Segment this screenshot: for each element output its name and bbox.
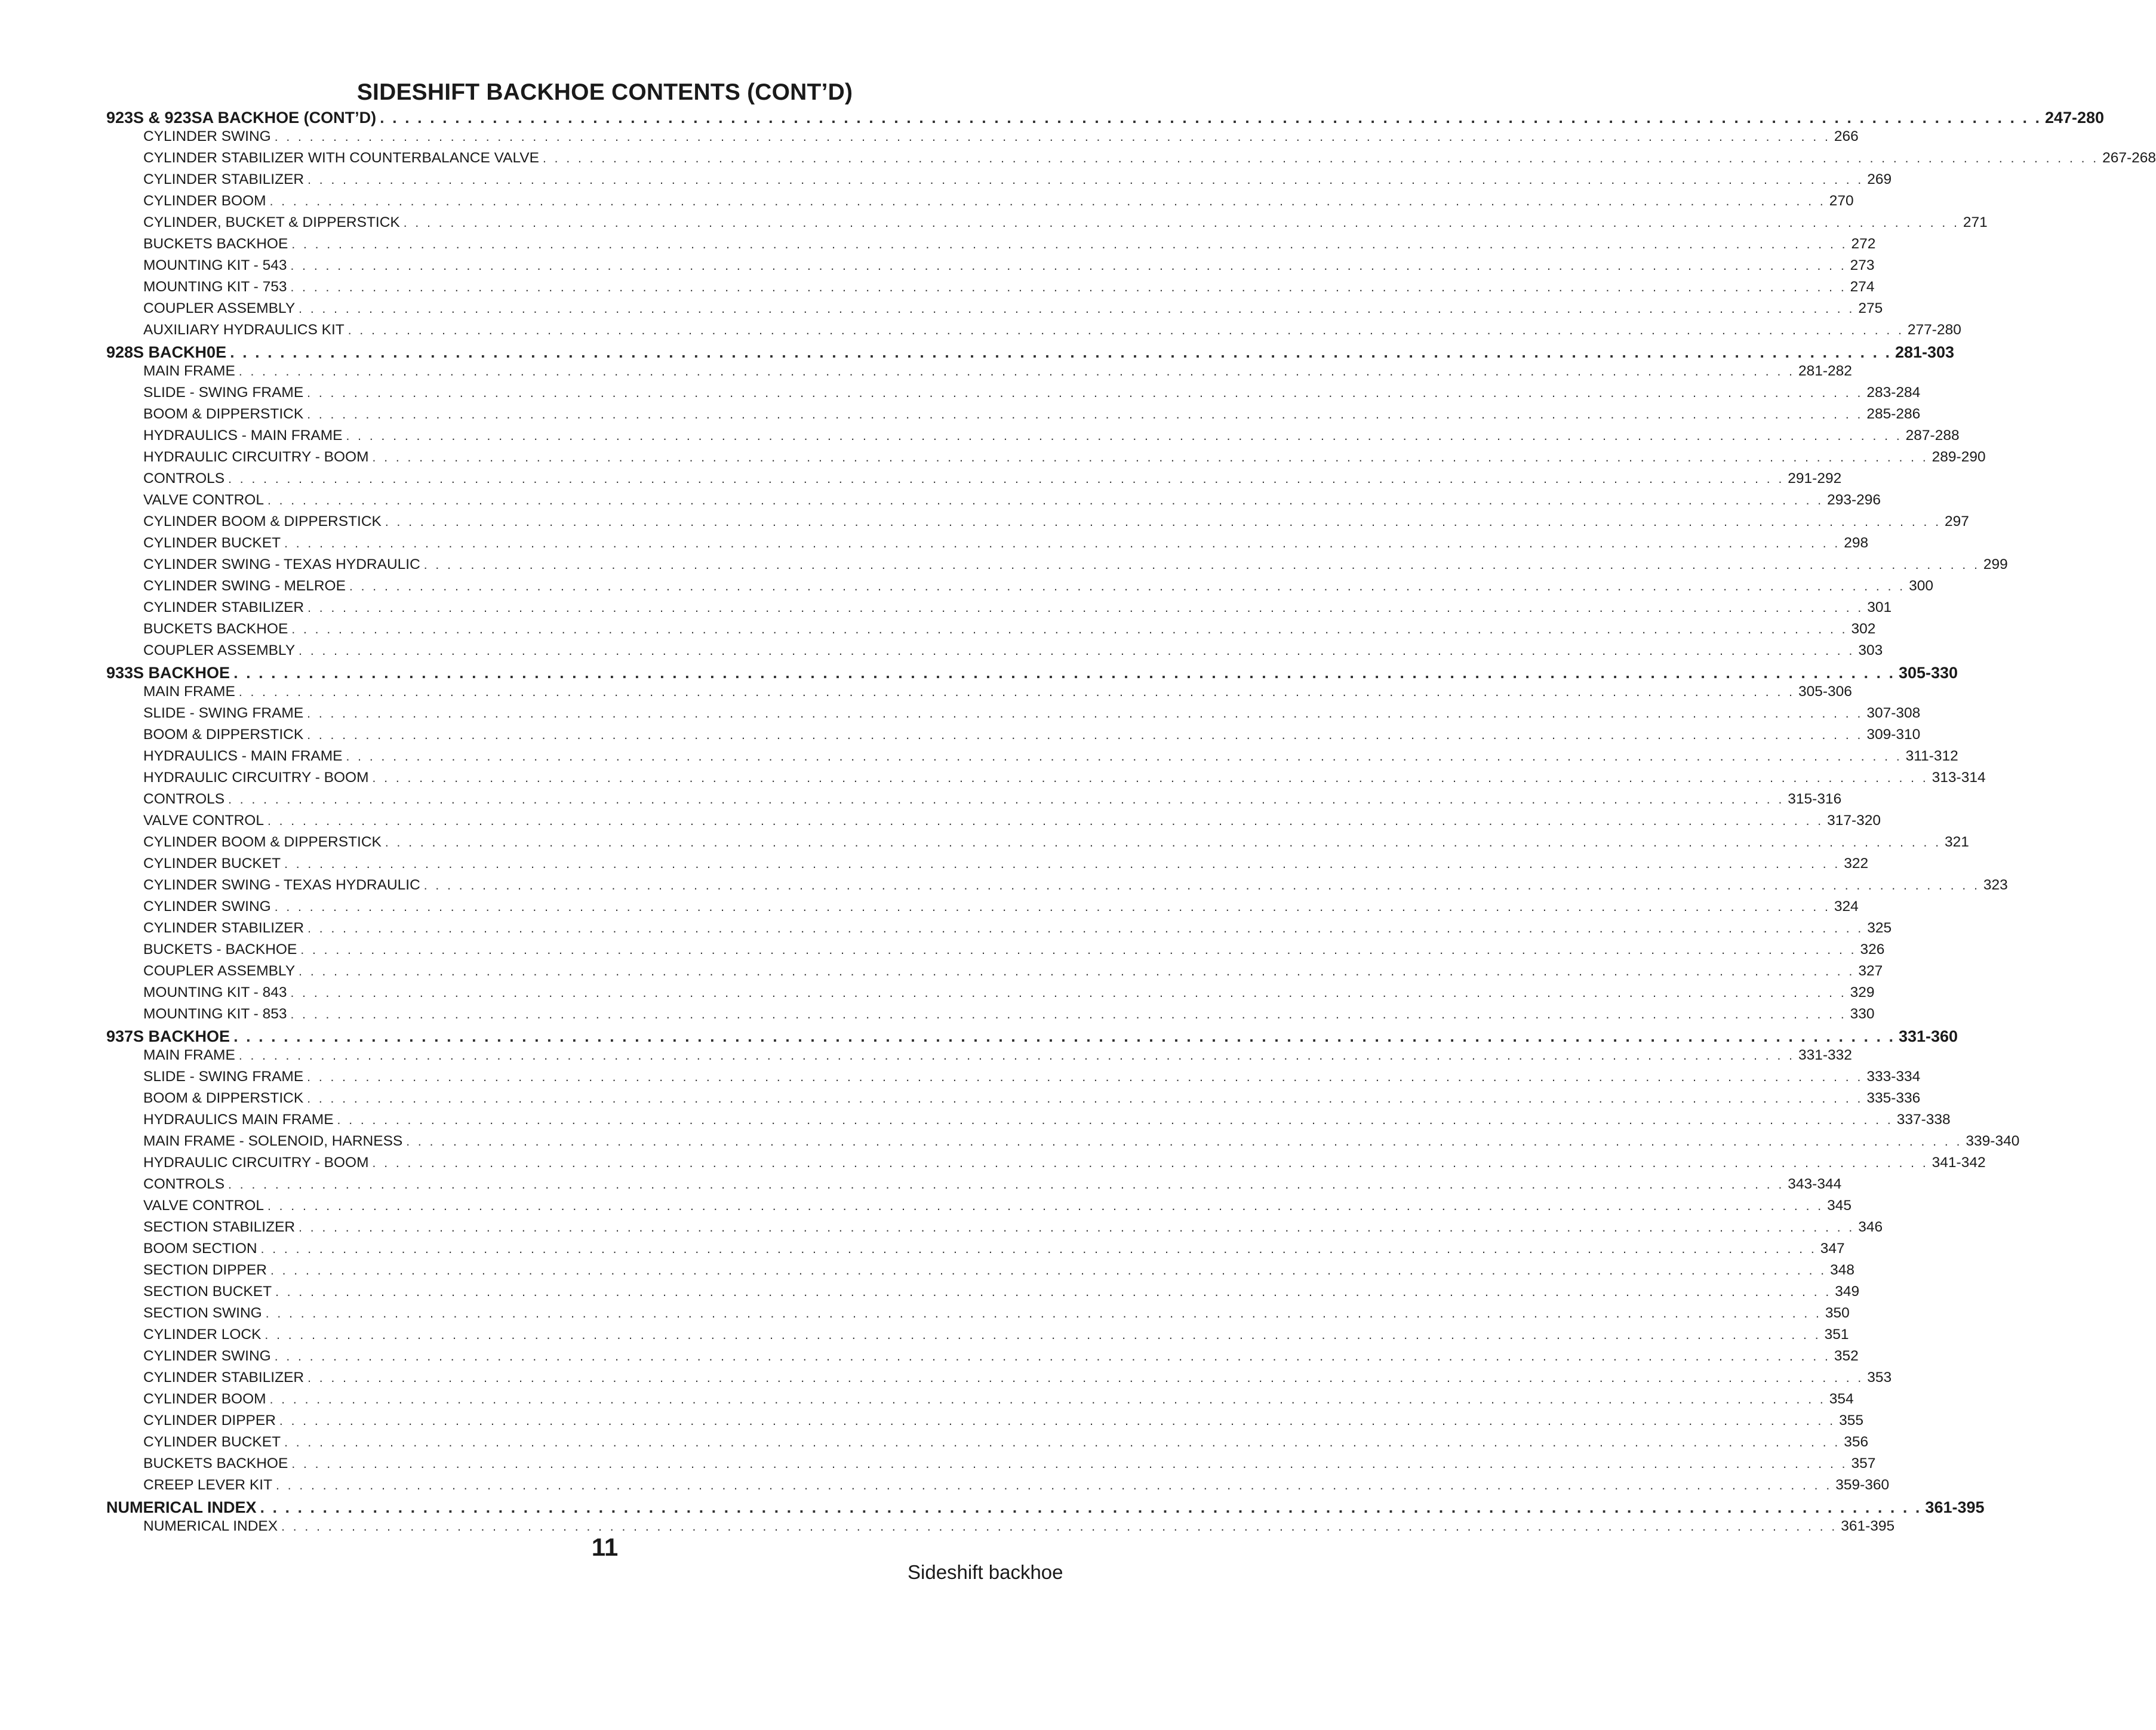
toc-entry — [106, 1112, 1951, 1133]
toc-section-heading — [106, 109, 2105, 128]
toc-entry-label: VALVE CONTROL — [143, 812, 264, 829]
toc-entry-pages: 321 — [1945, 834, 1969, 850]
toc-entry-label: CYLINDER LOCK — [143, 1326, 262, 1343]
toc-entry — [106, 236, 1876, 257]
toc-entry-label: MAIN FRAME — [143, 363, 235, 379]
toc-section-heading-pages: 331-360 — [1898, 1027, 1958, 1045]
dot-leader: . . . . . . . . . . . . . . . . . . . . . . . . . . . . . . . . . . . . . . . . . . . . . . . . . . . . . . . . . . . . . . . . . . . . . . . . . . . . . . . . . . . . . . . . . . . . . . . . . . . . . . . . . . . . . . . . . . . . . . . . . . . . . . . . . . . . . — [307, 173, 1864, 187]
toc-entry-pages: 335-336 — [1866, 1090, 1921, 1106]
toc-entry — [106, 1069, 1921, 1090]
dot-leader: . . . . . . . . . . . . . . . . . . . . . . . . . . . . . . . . . . . . . . . . . . . . . . . . . . . . . . . . . . . . . . . . . . . . . . . . . . . . . . . . . . . . . . . . . . . . . . . . . . . . . . . . . . . . . . . . . . . . . . . . . . . . . . . . . . . . . — [307, 707, 1863, 721]
toc-entry-label: CYLINDER SWING — [143, 128, 271, 144]
dot-leader: . . . . . . . . . . . . . . . . . . . . . . . . . . . . . . . . . . . . . . . . . . . . . . . . . . . . . . . . . . . . . . . . . . . . . . . . . . . . . . . . . . . . . . . . . . . . . . . . . . . . . . . . . . . . . . . . . . . . . . . . . . . . . . . . . . . . . — [307, 408, 1863, 421]
toc-entry — [106, 513, 1969, 535]
toc-entry-label: MOUNTING KIT - 843 — [143, 984, 287, 1001]
toc-entry — [106, 535, 1869, 556]
toc-entry-pages: 301 — [1867, 599, 1892, 615]
toc-entry-label: BOOM & DIPPERSTICK — [143, 406, 304, 422]
dot-leader: . . . . . . . . . . . . . . . . . . . . . . . . . . . . . . . . . . . . . . . . . . . . . . . . . . . . . . . . . . . . . . . . . . . . . . . . . . . . . . . . . . . . . . . . . . . . . . . . . . . . . . . . . . . . . . . . . . . . . . . . . . . . . . . . . . . . . — [542, 152, 2099, 165]
toc-entry-label: SECTION STABILIZER — [143, 1219, 296, 1235]
toc-entry-pages: 333-334 — [1866, 1069, 1921, 1085]
toc-entry — [106, 300, 1883, 322]
toc-entry — [106, 727, 1921, 748]
toc-entry — [106, 1369, 1892, 1391]
toc-entry — [106, 1047, 1852, 1069]
dot-leader: . . . . . . . . . . . . . . . . . . . . . . . . . . . . . . . . . . . . . . . . . . . . . . . . . . . . . . . . . . . . . . . . . . . . . . . . . . . . . . . . . . . . . . . . . . . . . . . . . . . . . . . . . . . . . . . . . . . . . . . . . . . . . . . . . . . . . — [403, 216, 1960, 230]
dot-leader: . . . . . . . . . . . . . . . . . . . . . . . . . . . . . . . . . . . . . . . . . . . . . . . . . . . . . . . . . . . . . . . . . . . . . . . . . . . . . . . . . . . . . . . . . . . . . . . . . . . . . . . . . . . . . . . . . . . . . . . . . . . . . . . . . . . . . — [276, 1479, 1832, 1492]
toc-entry-label: CYLINDER BOOM & DIPPERSTICK — [143, 513, 382, 530]
toc-entry-pages: 324 — [1834, 898, 1859, 915]
toc-entry-pages: 331-332 — [1798, 1047, 1852, 1063]
toc-entry-pages: 329 — [1850, 984, 1875, 1001]
dot-leader: . . . . . . . . . . . . . . . . . . . . . . . . . . . . . . . . . . . . . . . . . . . . . . . . . . . . . . . . . . . . . . . . . . . . . . . . . . . . . . . . . . . . . . . . . . . . . . . . . . . . . . . . . . . . . . . . . . . . . . . . . . . . . . . . . . . . . — [372, 771, 1929, 785]
dot-leader: . . . . . . . . . . . . . . . . . . . . . . . . . . . . . . . . . . . . . . . . . . . . . . . . . . . . . . . . . . . . . . . . . . . . . . . . . . . . . . . . . . . . . . . . . . . . . . . . . . . . . . . . . . . . . . . . . . . . . . . . . . . . . . . . . . . . . — [267, 494, 1824, 507]
toc-entry-pages: 325 — [1867, 920, 1892, 936]
dot-leader: . . . . . . . . . . . . . . . . . . . . . . . . . . . . . . . . . . . . . . . . . . . . . . . . . . . . . . . . . . . . . . . . . . . . . . . . . . . . . . . . . . . . . . . . . . . . . . . . . . . . . . . . . . . . . . . . . . . . . . . . . . . . . . . . . . . . . — [307, 1092, 1863, 1106]
toc-entry-label: BUCKETS BACKHOE — [143, 1455, 288, 1472]
toc-entry-label: CYLINDER STABILIZER — [143, 920, 305, 936]
toc-entry — [106, 1283, 1860, 1305]
toc-section-heading — [106, 343, 1955, 363]
toc-entry-label: BOOM & DIPPERSTICK — [143, 727, 304, 743]
dot-leader: . . . . . . . . . . . . . . . . . . . . . . . . . . . . . . . . . . . . . . . . . . . . . . . . . . . . . . . . . . . . . . . . . . . . . . . . . . . . . . . . . . . . . . . . . . . . . . . . . . . . . . . . . . . . . . . . . . . . . . . . . . . . . . . . . . . . . — [347, 324, 1904, 337]
toc-entry — [106, 257, 1875, 279]
toc-entry-pages: 345 — [1827, 1198, 1851, 1214]
toc-entry — [106, 1348, 1859, 1369]
dot-leader: . . . . . . . . . . . . . . . . . . . . . . . . . . . . . . . . . . . . . . . . . . . . . . . . . . . . . . . . . . . . . . . . . . . . . . . . . . . . . . . . . . . . . . . . . . . . . . . . . . . . . . . . . . . . . . . . . . . . . . . . . . . . . . . . . . . . . — [372, 1156, 1929, 1170]
toc-entry — [106, 642, 1883, 664]
toc-entry-label: HYDRAULIC CIRCUITRY - BOOM — [143, 449, 369, 465]
toc-entry-label: MOUNTING KIT - 853 — [143, 1006, 287, 1022]
toc-entry — [106, 963, 1883, 984]
toc-entry — [106, 1198, 1851, 1219]
dot-leader: . . . . . . . . . . . . . . . . . . . . . . . . . . . . . . . . . . . . . . . . . . . . . . . . . . . . . . . . . . . . . . . . . . . . . . . . . . . . . . . . . . . . . . . . . . . . . . . . . . . . . . . . . . . . . . . . . . . . . . . . . . . . . . . . . . . . . — [346, 750, 1902, 764]
toc-entry-label: NUMERICAL INDEX — [143, 1518, 278, 1534]
toc-entry-pages: 269 — [1867, 171, 1892, 187]
toc-entry — [106, 384, 1921, 406]
toc-entry-label: CYLINDER BOOM & DIPPERSTICK — [143, 834, 382, 850]
dot-leader: . . . . . . . . . . . . . . . . . . . . . . . . . . . . . . . . . . . . . . . . . . . . . . . . . . . . . . . . . . . . . . . . . . . . . . . . . . . . . . . . . . . . . . . . . . . . . . . . . . . . . . . . . . . . . . . . . . . . . . . . . . . . . . . . . . . . . — [337, 1113, 1893, 1127]
toc-entry-pages: 326 — [1860, 941, 1885, 958]
toc-entry-label: CYLINDER SWING — [143, 898, 271, 915]
toc-entry-label: BUCKETS BACKHOE — [143, 621, 288, 637]
dot-leader: . . . . . . . . . . . . . . . . . . . . . . . . . . . . . . . . . . . . . . . . . . . . . . . . . . . . . . . . . . . . . . . . . . . . . . . . . . . . . . . . . . . . . . . . . . . . . . . . . . . . . . . . . . . . . . . . . . . . . . . . . . . . . . . . . . . . . — [238, 365, 1795, 378]
toc-entry — [106, 1155, 1986, 1176]
dot-leader: . . . . . . . . . . . . . . . . . . . . . . . . . . . . . . . . . . . . . . . . . . . . . . . . . . . . . . . . . . . . . . . . . . . . . . . . . . . . . . . . . . . . . . . . . . . . . . . . . . . . . . . . . . . . . . . . . . . . . . . . . . . . . . . . . . . . . — [307, 386, 1863, 400]
dot-leader: . . . . . . . . . . . . . . . . . . . . . . . . . . . . . . . . . . . . . . . . . . . . . . . . . . . . . . . . . . . . . . . . . . . . . . . . . . . . . . . . . . . . . . . . . . . . . . . . . . . . . . . . . . . . . . . . . . . . . . . . . . . . . . . . . . . . . — [230, 343, 1892, 361]
toc-entry — [106, 1391, 1854, 1412]
dot-leader: . . . . . . . . . . . . . . . . . . . . . . . . . . . . . . . . . . . . . . . . . . . . . . . . . . . . . . . . . . . . . . . . . . . . . . . . . . . . . . . . . . . . . . . . . . . . . . . . . . . . . . . . . . . . . . . . . . . . . . . . . . . . . . . . . . . . . — [270, 1264, 1827, 1278]
dot-leader: . . . . . . . . . . . . . . . . . . . . . . . . . . . . . . . . . . . . . . . . . . . . . . . . . . . . . . . . . . . . . . . . . . . . . . . . . . . . . . . . . . . . . . . . . . . . . . . . . . . . . . . . . . . . . . . . . . . . . . . . . . . . . . . . . . . . . — [267, 1199, 1824, 1213]
dot-leader: . . . . . . . . . . . . . . . . . . . . . . . . . . . . . . . . . . . . . . . . . . . . . . . . . . . . . . . . . . . . . . . . . . . . . . . . . . . . . . . . . . . . . . . . . . . . . . . . . . . . . . . . . . . . . . . . . . . . . . . . . . . . . . . . . . . . . — [346, 429, 1902, 443]
toc-entry-label: SLIDE - SWING FRAME — [143, 1069, 304, 1085]
dot-leader: . . . . . . . . . . . . . . . . . . . . . . . . . . . . . . . . . . . . . . . . . . . . . . . . . . . . . . . . . . . . . . . . . . . . . . . . . . . . . . . . . . . . . . . . . . . . . . . . . . . . . . . . . . . . . . . . . . . . . . . . . . . . . . . . . . . . . — [238, 685, 1795, 699]
toc-entry — [106, 1133, 2020, 1155]
dot-leader: . . . . . . . . . . . . . . . . . . . . . . . . . . . . . . . . . . . . . . . . . . . . . . . . . . . . . . . . . . . . . . . . . . . . . . . . . . . . . . . . . . . . . . . . . . . . . . . . . . . . . . . . . . . . . . . . . . . . . . . . . . . . . . . . . . . . . — [274, 130, 1831, 144]
toc-section-heading-label: 937S BACKHOE — [106, 1027, 230, 1045]
toc-entry-label: CYLINDER BUCKET — [143, 855, 281, 872]
toc-entry-label: MAIN FRAME — [143, 684, 235, 700]
toc-entry-pages: 357 — [1851, 1455, 1876, 1472]
dot-leader: . . . . . . . . . . . . . . . . . . . . . . . . . . . . . . . . . . . . . . . . . . . . . . . . . . . . . . . . . . . . . . . . . . . . . . . . . . . . . . . . . . . . . . . . . . . . . . . . . . . . . . . . . . . . . . . . . . . . . . . . . . . . . . . . . . . . . — [406, 1135, 1963, 1149]
toc-entry-label: CYLINDER STABILIZER — [143, 1369, 305, 1386]
toc-entry-pages: 330 — [1850, 1006, 1875, 1022]
toc-entry — [106, 150, 2156, 171]
toc-entry — [106, 1305, 1850, 1326]
toc-entry-pages: 337-338 — [1896, 1112, 1951, 1128]
toc-entry-pages: 317-320 — [1827, 812, 1881, 829]
dot-leader: . . . . . . . . . . . . . . . . . . . . . . . . . . . . . . . . . . . . . . . . . . . . . . . . . . . . . . . . . . . . . . . . . . . . . . . . . . . . . . . . . . . . . . . . . . . . . . . . . . . . . . . . . . . . . . . . . . . . . . . . . . . . . . . . . . . . . — [228, 472, 1785, 486]
toc-entry-label: HYDRAULIC CIRCUITRY - BOOM — [143, 769, 369, 786]
toc-entry-label: CONTROLS — [143, 470, 225, 487]
toc-entry — [106, 1176, 1842, 1198]
toc-entry — [106, 834, 1969, 855]
toc-entry — [106, 855, 1869, 877]
toc-entry-label: MOUNTING KIT - 543 — [143, 257, 287, 273]
dot-leader: . . . . . . . . . . . . . . . . . . . . . . . . . . . . . . . . . . . . . . . . . . . . . . . . . . . . . . . . . . . . . . . . . . . . . . . . . . . . . . . . . . . . . . . . . . . . . . . . . . . . . . . . . . . . . . . . . . . . . . . . . . . . . . . . . . . . . — [291, 238, 1848, 251]
dot-leader: . . . . . . . . . . . . . . . . . . . . . . . . . . . . . . . . . . . . . . . . . . . . . . . . . . . . . . . . . . . . . . . . . . . . . . . . . . . . . . . . . . . . . . . . . . . . . . . . . . . . . . . . . . . . . . . . . . . . . . . . . . . . . . . . . . . . . — [372, 451, 1929, 464]
dot-leader: . . . . . . . . . . . . . . . . . . . . . . . . . . . . . . . . . . . . . . . . . . . . . . . . . . . . . . . . . . . . . . . . . . . . . . . . . . . . . . . . . . . . . . . . . . . . . . . . . . . . . . . . . . . . . . . . . . . . . . . . . . . . . . . . . . . . . — [423, 879, 1980, 892]
dot-leader: . . . . . . . . . . . . . . . . . . . . . . . . . . . . . . . . . . . . . . . . . . . . . . . . . . . . . . . . . . . . . . . . . . . . . . . . . . . . . . . . . . . . . . . . . . . . . . . . . . . . . . . . . . . . . . . . . . . . . . . . . . . . . . . . . . . . . — [299, 644, 1855, 658]
toc-entry-pages: 298 — [1844, 535, 1869, 551]
toc-entry-pages: 302 — [1851, 621, 1876, 637]
toc-entry-label: SLIDE - SWING FRAME — [143, 384, 304, 401]
dot-leader: . . . . . . . . . . . . . . . . . . . . . . . . . . . . . . . . . . . . . . . . . . . . . . . . . . . . . . . . . . . . . . . . . . . . . . . . . . . . . . . . . . . . . . . . . . . . . . . . . . . . . . . . . . . . . . . . . . . . . . . . . . . . . . . . . . . . . — [290, 259, 1847, 273]
toc-entry-label: HYDRAULICS MAIN FRAME — [143, 1112, 334, 1128]
dot-leader: . . . . . . . . . . . . . . . . . . . . . . . . . . . . . . . . . . . . . . . . . . . . . . . . . . . . . . . . . . . . . . . . . . . . . . . . . . . . . . . . . . . . . . . . . . . . . . . . . . . . . . . . . . . . . . . . . . . . . . . . . . . . . . . . . . . . . — [300, 943, 1857, 957]
dot-leader: . . . . . . . . . . . . . . . . . . . . . . . . . . . . . . . . . . . . . . . . . . . . . . . . . . . . . . . . . . . . . . . . . . . . . . . . . . . . . . . . . . . . . . . . . . . . . . . . . . . . . . . . . . . . . . . . . . . . . . . . . . . . . . . . . . . . . — [264, 1328, 1821, 1342]
toc-entry — [106, 427, 1960, 449]
dot-leader: . . . . . . . . . . . . . . . . . . . . . . . . . . . . . . . . . . . . . . . . . . . . . . . . . . . . . . . . . . . . . . . . . . . . . . . . . . . . . . . . . . . . . . . . . . . . . . . . . . . . . . . . . . . . . . . . . . . . . . . . . . . . . . . . . . . . . — [269, 1393, 1826, 1406]
toc-entry-pages: 356 — [1844, 1434, 1869, 1450]
toc-entry — [106, 171, 1892, 193]
toc-entry — [106, 1262, 1854, 1283]
toc-entry-pages: 353 — [1867, 1369, 1892, 1386]
dot-leader: . . . . . . . . . . . . . . . . . . . . . . . . . . . . . . . . . . . . . . . . . . . . . . . . . . . . . . . . . . . . . . . . . . . . . . . . . . . . . . . . . . . . . . . . . . . . . . . . . . . . . . . . . . . . . . . . . . . . . . . . . . . . . . . . . . . . . — [385, 515, 1942, 529]
toc-entry-label: CYLINDER, BUCKET & DIPPERSTICK — [143, 214, 400, 230]
toc-section-heading-pages: 305-330 — [1898, 664, 1958, 682]
dot-leader: . . . . . . . . . . . . . . . . . . . . . . . . . . . . . . . . . . . . . . . . . . . . . . . . . . . . . . . . . . . . . . . . . . . . . . . . . . . . . . . . . . . . . . . . . . . . . . . . . . . . . . . . . . . . . . . . . . . . . . . . . . . . . . . . . . . . . — [299, 302, 1855, 316]
toc-entry-pages: 270 — [1829, 193, 1854, 209]
dot-leader: . . . . . . . . . . . . . . . . . . . . . . . . . . . . . . . . . . . . . . . . . . . . . . . . . . . . . . . . . . . . . . . . . . . . . . . . . . . . . . . . . . . . . . . . . . . . . . . . . . . . . . . . . . . . . . . . . . . . . . . . . . . . . . . . . . . . . — [228, 793, 1785, 806]
dot-leader: . . . . . . . . . . . . . . . . . . . . . . . . . . . . . . . . . . . . . . . . . . . . . . . . . . . . . . . . . . . . . . . . . . . . . . . . . . . . . . . . . . . . . . . . . . . . . . . . . . . . . . . . . . . . . . . . . . . . . . . . . . . . . . . . . . . . . — [269, 195, 1826, 208]
toc-entry — [106, 791, 1842, 812]
toc-entry-label: CONTROLS — [143, 1176, 225, 1192]
dot-leader: . . . . . . . . . . . . . . . . . . . . . . . . . . . . . . . . . . . . . . . . . . . . . . . . . . . . . . . . . . . . . . . . . . . . . . . . . . . . . . . . . . . . . . . . . . . . . . . . . . . . . . . . . . . . . . . . . . . . . . . . . . . . . . . . . . . . . — [267, 814, 1824, 828]
dot-leader: . . . . . . . . . . . . . . . . . . . . . . . . . . . . . . . . . . . . . . . . . . . . . . . . . . . . . . . . . . . . . . . . . . . . . . . . . . . . . . . . . . . . . . . . . . . . . . . . . . . . . . . . . . . . . . . . . . . . . . . . . . . . . . . . . . . . . — [274, 1350, 1831, 1363]
dot-leader: . . . . . . . . . . . . . . . . . . . . . . . . . . . . . . . . . . . . . . . . . . . . . . . . . . . . . . . . . . . . . . . . . . . . . . . . . . . . . . . . . . . . . . . . . . . . . . . . . . . . . . . . . . . . . . . . . . . . . . . . . . . . . . . . . . . . . — [274, 900, 1831, 914]
dot-leader: . . . . . . . . . . . . . . . . . . . . . . . . . . . . . . . . . . . . . . . . . . . . . . . . . . . . . . . . . . . . . . . . . . . . . . . . . . . . . . . . . . . . . . . . . . . . . . . . . . . . . . . . . . . . . . . . . . . . . . . . . . . . . . . . . . . . . — [307, 601, 1864, 615]
toc-entry-label: AUXILIARY HYDRAULICS KIT — [143, 322, 345, 338]
toc-entry-pages: 346 — [1858, 1219, 1883, 1235]
toc-entry-label: CYLINDER SWING — [143, 1348, 271, 1364]
toc-entry — [106, 1412, 1863, 1434]
toc-entry-pages: 350 — [1825, 1305, 1850, 1321]
toc-entry — [106, 1006, 1875, 1027]
toc-entry-pages: 349 — [1835, 1283, 1860, 1300]
toc-entry-label: COUPLER ASSEMBLY — [143, 300, 296, 316]
toc-entry-label: MOUNTING KIT - 753 — [143, 279, 287, 295]
toc-entry-label: SECTION DIPPER — [143, 1262, 267, 1278]
toc-entry — [106, 920, 1892, 941]
toc-entry — [106, 279, 1875, 300]
dot-leader: . . . . . . . . . . . . . . . . . . . . . . . . . . . . . . . . . . . . . . . . . . . . . . . . . . . . . . . . . . . . . . . . . . . . . . . . . . . . . . . . . . . . . . . . . . . . . . . . . . . . . . . . . . . . . . . . . . . . . . . . . . . . . . . . . . . . . — [275, 1285, 1832, 1299]
toc-entry-pages: 351 — [1824, 1326, 1849, 1343]
dot-leader: . . . . . . . . . . . . . . . . . . . . . . . . . . . . . . . . . . . . . . . . . . . . . . . . . . . . . . . . . . . . . . . . . . . . . . . . . . . . . . . . . . . . . . . . . . . . . . . . . . . . . . . . . . . . . . . . . . . . . . . . . . . . . . . . . . . . . — [307, 1371, 1864, 1385]
toc-entry-label: COUPLER ASSEMBLY — [143, 963, 296, 979]
toc-entry-pages: 359-360 — [1835, 1477, 1890, 1493]
dot-leader: . . . . . . . . . . . . . . . . . . . . . . . . . . . . . . . . . . . . . . . . . . . . . . . . . . . . . . . . . . . . . . . . . . . . . . . . . . . . . . . . . . . . . . . . . . . . . . . . . . . . . . . . . . . . . . . . . . . . . . . . . . . . . . . . . . . . . — [260, 1242, 1817, 1256]
toc-entry-label: SECTION BUCKET — [143, 1283, 272, 1300]
toc-entry — [106, 1434, 1869, 1455]
toc-entry — [106, 1219, 1883, 1240]
toc-section-heading — [106, 1027, 1958, 1047]
toc-entry-label: CREEP LEVER KIT — [143, 1477, 273, 1493]
toc-entry-pages: 347 — [1820, 1240, 1845, 1257]
toc-entry-pages: 293-296 — [1827, 492, 1881, 508]
toc-entry — [106, 363, 1852, 384]
toc-entry-label: BOOM SECTION — [143, 1240, 257, 1257]
toc-entry-pages: 305-306 — [1798, 684, 1852, 700]
toc-entry-pages: 352 — [1834, 1348, 1859, 1364]
toc-entry-label: VALVE CONTROL — [143, 1198, 264, 1214]
toc-entry-label: CYLINDER STABILIZER — [143, 599, 305, 615]
toc-entry-pages: 274 — [1850, 279, 1875, 295]
toc-entry-pages: 361-395 — [1841, 1518, 1895, 1534]
toc-entry — [106, 492, 1881, 513]
toc-entry-pages: 289-290 — [1932, 449, 1986, 465]
toc-entry — [106, 449, 1986, 470]
dot-leader: . . . . . . . . . . . . . . . . . . . . . . . . . . . . . . . . . . . . . . . . . . . . . . . . . . . . . . . . . . . . . . . . . . . . . . . . . . . . . . . . . . . . . . . . . . . . . . . . . . . . . . . . . . . . . . . . . . . . . . . . . . . . . . . . . . . . . — [290, 1008, 1847, 1021]
toc-entry — [106, 1477, 1890, 1498]
dot-leader: . . . . . . . . . . . . . . . . . . . . . . . . . . . . . . . . . . . . . . . . . . . . . . . . . . . . . . . . . . . . . . . . . . . . . . . . . . . . . . . . . . . . . . . . . . . . . . . . . . . . . . . . . . . . . . . . . . . . . . . . . . . . . . . . . . . . . — [233, 1027, 1895, 1045]
toc-entry-label: CYLINDER DIPPER — [143, 1412, 276, 1429]
toc-entry-pages: 291-292 — [1788, 470, 1842, 487]
toc-entry-pages: 299 — [1983, 556, 2008, 572]
toc-entry — [106, 898, 1859, 920]
toc-entry — [106, 769, 1986, 791]
toc-entry-label: CYLINDER STABILIZER — [143, 171, 305, 187]
dot-leader: . . . . . . . . . . . . . . . . . . . . . . . . . . . . . . . . . . . . . . . . . . . . . . . . . . . . . . . . . . . . . . . . . . . . . . . . . . . . . . . . . . . . . . . . . . . . . . . . . . . . . . . . . . . . . . . . . . . . . . . . . . . . . . . . . . . . . — [265, 1307, 1822, 1320]
toc-entry — [106, 941, 1885, 963]
dot-leader: . . . . . . . . . . . . . . . . . . . . . . . . . . . . . . . . . . . . . . . . . . . . . . . . . . . . . . . . . . . . . . . . . . . . . . . . . . . . . . . . . . . . . . . . . . . . . . . . . . . . . . . . . . . . . . . . . . . . . . . . . . . . . . . . . . . . . — [284, 537, 1841, 550]
toc-entry-label: SECTION SWING — [143, 1305, 262, 1321]
dot-leader: . . . . . . . . . . . . . . . . . . . . . . . . . . . . . . . . . . . . . . . . . . . . . . . . . . . . . . . . . . . . . . . . . . . . . . . . . . . . . . . . . . . . . . . . . . . . . . . . . . . . . . . . . . . . . . . . . . . . . . . . . . . . . . . . . . . . . — [290, 986, 1847, 1000]
dot-leader: . . . . . . . . . . . . . . . . . . . . . . . . . . . . . . . . . . . . . . . . . . . . . . . . . . . . . . . . . . . . . . . . . . . . . . . . . . . . . . . . . . . . . . . . . . . . . . . . . . . . . . . . . . . . . . . . . . . . . . . . . . . . . . . . . . . . . — [290, 281, 1847, 294]
toc-entry-pages: 343-344 — [1788, 1176, 1842, 1192]
toc-entry-pages: 283-284 — [1866, 384, 1921, 401]
toc-entry-pages: 287-288 — [1905, 427, 1960, 444]
toc-entry-pages: 341-342 — [1932, 1155, 1986, 1171]
toc-entry — [106, 705, 1921, 727]
toc-entry-pages: 285-286 — [1866, 406, 1921, 422]
toc-entry-pages: 311-312 — [1905, 748, 1958, 764]
toc-entry-label: CYLINDER SWING - MELROE — [143, 578, 346, 594]
page-number: 11 — [591, 1533, 619, 1561]
dot-leader: . . . . . . . . . . . . . . . . . . . . . . . . . . . . . . . . . . . . . . . . . . . . . . . . . . . . . . . . . . . . . . . . . . . . . . . . . . . . . . . . . . . . . . . . . . . . . . . . . . . . . . . . . . . . . . . . . . . . . . . . . . . . . . . . . . . . . — [423, 558, 1980, 572]
toc-entry — [106, 599, 1892, 621]
toc-entry — [106, 748, 1958, 769]
dot-leader: . . . . . . . . . . . . . . . . . . . . . . . . . . . . . . . . . . . . . . . . . . . . . . . . . . . . . . . . . . . . . . . . . . . . . . . . . . . . . . . . . . . . . . . . . . . . . . . . . . . . . . . . . . . . . . . . . . . . . . . . . . . . . . . . . . . . . — [260, 1498, 1922, 1516]
toc-entry-label: BUCKETS BACKHOE — [143, 236, 288, 252]
dot-leader: . . . . . . . . . . . . . . . . . . . . . . . . . . . . . . . . . . . . . . . . . . . . . . . . . . . . . . . . . . . . . . . . . . . . . . . . . . . . . . . . . . . . . . . . . . . . . . . . . . . . . . . . . . . . . . . . . . . . . . . . . . . . . . . . . . . . . — [228, 1178, 1785, 1192]
toc-entry-pages: 281-282 — [1798, 363, 1852, 379]
toc-entry — [106, 1455, 1876, 1477]
toc-entry-pages: 303 — [1858, 642, 1883, 658]
toc-entry-label: VALVE CONTROL — [143, 492, 264, 508]
toc-entry-label: BUCKETS - BACKHOE — [143, 941, 297, 958]
toc-entry — [106, 1326, 1849, 1348]
dot-leader: . . . . . . . . . . . . . . . . . . . . . . . . . . . . . . . . . . . . . . . . . . . . . . . . . . . . . . . . . . . . . . . . . . . . . . . . . . . . . . . . . . . . . . . . . . . . . . . . . . . . . . . . . . . . . . . . . . . . . . . . . . . . . . . . . . . . . — [349, 580, 1906, 593]
toc-entry-pages: 275 — [1858, 300, 1883, 316]
toc-entry — [106, 984, 1875, 1006]
toc-entry-pages: 348 — [1830, 1262, 1854, 1278]
toc-entry — [106, 470, 1842, 492]
toc-section-heading-label: 928S BACKH0E — [106, 343, 227, 361]
toc-entry-pages: 309-310 — [1866, 727, 1921, 743]
toc-entry-label: CONTROLS — [143, 791, 225, 807]
dot-leader: . . . . . . . . . . . . . . . . . . . . . . . . . . . . . . . . . . . . . . . . . . . . . . . . . . . . . . . . . . . . . . . . . . . . . . . . . . . . . . . . . . . . . . . . . . . . . . . . . . . . . . . . . . . . . . . . . . . . . . . . . . . . . . . . . . . . . — [284, 1436, 1841, 1449]
toc-entry-label: CYLINDER BOOM — [143, 1391, 266, 1407]
dot-leader: . . . . . . . . . . . . . . . . . . . . . . . . . . . . . . . . . . . . . . . . . . . . . . . . . . . . . . . . . . . . . . . . . . . . . . . . . . . . . . . . . . . . . . . . . . . . . . . . . . . . . . . . . . . . . . . . . . . . . . . . . . . . . . . . . . . . . — [385, 836, 1942, 849]
dot-leader: . . . . . . . . . . . . . . . . . . . . . . . . . . . . . . . . . . . . . . . . . . . . . . . . . . . . . . . . . . . . . . . . . . . . . . . . . . . . . . . . . . . . . . . . . . . . . . . . . . . . . . . . . . . . . . . . . . . . . . . . . . . . . . . . . . . . . — [291, 623, 1848, 636]
toc-entry-label: MAIN FRAME — [143, 1047, 235, 1063]
toc-entry-label: HYDRAULICS - MAIN FRAME — [143, 748, 343, 764]
toc-entry — [106, 684, 1852, 705]
dot-leader: . . . . . . . . . . . . . . . . . . . . . . . . . . . . . . . . . . . . . . . . . . . . . . . . . . . . . . . . . . . . . . . . . . . . . . . . . . . . . . . . . . . . . . . . . . . . . . . . . . . . . . . . . . . . . . . . . . . . . . . . . . . . . . . . . . . . . — [233, 664, 1895, 682]
toc-entry — [106, 812, 1881, 834]
toc-entry-label: CYLINDER STABILIZER WITH COUNTERBALANCE VALVE — [143, 150, 539, 166]
toc-entry — [106, 1090, 1921, 1112]
toc-entry-pages: 300 — [1909, 578, 1933, 594]
dot-leader: . . . . . . . . . . . . . . . . . . . . . . . . . . . . . . . . . . . . . . . . . . . . . . . . . . . . . . . . . . . . . . . . . . . . . . . . . . . . . . . . . . . . . . . . . . . . . . . . . . . . . . . . . . . . . . . . . . . . . . . . . . . . . . . . . . . . . — [299, 1221, 1855, 1235]
toc-entry-pages: 297 — [1945, 513, 1969, 530]
footer-label: Sideshift backhoe — [908, 1561, 1063, 1583]
toc-entry-pages: 327 — [1858, 963, 1883, 979]
toc-entry-label: BOOM & DIPPERSTICK — [143, 1090, 304, 1106]
toc-entry — [106, 1240, 1845, 1262]
toc-entry-label: COUPLER ASSEMBLY — [143, 642, 296, 658]
toc-entry — [106, 322, 1961, 343]
dot-leader: . . . . . . . . . . . . . . . . . . . . . . . . . . . . . . . . . . . . . . . . . . . . . . . . . . . . . . . . . . . . . . . . . . . . . . . . . . . . . . . . . . . . . . . . . . . . . . . . . . . . . . . . . . . . . . . . . . . . . . . . . . . . . . . . . . . . . — [281, 1520, 1838, 1534]
toc-entry-label: CYLINDER BUCKET — [143, 535, 281, 551]
toc-section-heading-label: 923S & 923SA BACKHOE (CONT’D) — [106, 109, 377, 127]
toc-entry — [106, 556, 2008, 578]
dot-leader: . . . . . . . . . . . . . . . . . . . . . . . . . . . . . . . . . . . . . . . . . . . . . . . . . . . . . . . . . . . . . . . . . . . . . . . . . . . . . . . . . . . . . . . . . . . . . . . . . . . . . . . . . . . . . . . . . . . . . . . . . . . . . . . . . . . . . — [279, 1414, 1836, 1428]
toc-entry-pages: 277-280 — [1907, 322, 1961, 338]
toc-section-heading-pages: 247-280 — [2044, 109, 2105, 127]
table-of-contents — [106, 109, 2156, 1540]
toc-entry-pages: 273 — [1850, 257, 1875, 273]
toc-section-heading-pages: 361-395 — [1925, 1498, 1985, 1516]
toc-entry-pages: 266 — [1834, 128, 1859, 144]
dot-leader: . . . . . . . . . . . . . . . . . . . . . . . . . . . . . . . . . . . . . . . . . . . . . . . . . . . . . . . . . . . . . . . . . . . . . . . . . . . . . . . . . . . . . . . . . . . . . . . . . . . . . . . . . . . . . . . . . . . . . . . . . . . . . . . . . . . . . — [299, 965, 1855, 978]
dot-leader: . . . . . . . . . . . . . . . . . . . . . . . . . . . . . . . . . . . . . . . . . . . . . . . . . . . . . . . . . . . . . . . . . . . . . . . . . . . . . . . . . . . . . . . . . . . . . . . . . . . . . . . . . . . . . . . . . . . . . . . . . . . . . . . . . . . . . — [307, 728, 1863, 742]
dot-leader: . . . . . . . . . . . . . . . . . . . . . . . . . . . . . . . . . . . . . . . . . . . . . . . . . . . . . . . . . . . . . . . . . . . . . . . . . . . . . . . . . . . . . . . . . . . . . . . . . . . . . . . . . . . . . . . . . . . . . . . . . . . . . . . . . . . . . — [380, 109, 2041, 127]
toc-entry-pages: 307-308 — [1866, 705, 1921, 721]
toc-section-heading-pages: 281-303 — [1894, 343, 1955, 361]
toc-entry-label: CYLINDER SWING - TEXAS HYDRAULIC — [143, 556, 420, 572]
toc-entry-pages: 323 — [1983, 877, 2008, 893]
toc-entry — [106, 578, 1933, 599]
toc-entry-pages: 339-340 — [1966, 1133, 2020, 1149]
toc-section-heading — [106, 1498, 1985, 1518]
toc-entry-pages: 315-316 — [1788, 791, 1842, 807]
toc-entry-pages: 355 — [1839, 1412, 1863, 1429]
toc-entry-label: MAIN FRAME - SOLENOID, HARNESS — [143, 1133, 403, 1149]
toc-entry-pages: 271 — [1963, 214, 1988, 230]
toc-entry-label: HYDRAULICS - MAIN FRAME — [143, 427, 343, 444]
toc-section-heading-label: NUMERICAL INDEX — [106, 1498, 257, 1516]
toc-entry-pages: 313-314 — [1932, 769, 1986, 786]
toc-entry — [106, 406, 1921, 427]
dot-leader: . . . . . . . . . . . . . . . . . . . . . . . . . . . . . . . . . . . . . . . . . . . . . . . . . . . . . . . . . . . . . . . . . . . . . . . . . . . . . . . . . . . . . . . . . . . . . . . . . . . . . . . . . . . . . . . . . . . . . . . . . . . . . . . . . . . . . — [307, 922, 1864, 935]
toc-entry — [106, 877, 2008, 898]
toc-entry — [106, 214, 1988, 236]
toc-entry-label: CYLINDER BUCKET — [143, 1434, 281, 1450]
dot-leader: . . . . . . . . . . . . . . . . . . . . . . . . . . . . . . . . . . . . . . . . . . . . . . . . . . . . . . . . . . . . . . . . . . . . . . . . . . . . . . . . . . . . . . . . . . . . . . . . . . . . . . . . . . . . . . . . . . . . . . . . . . . . . . . . . . . . . — [307, 1070, 1863, 1084]
dot-leader: . . . . . . . . . . . . . . . . . . . . . . . . . . . . . . . . . . . . . . . . . . . . . . . . . . . . . . . . . . . . . . . . . . . . . . . . . . . . . . . . . . . . . . . . . . . . . . . . . . . . . . . . . . . . . . . . . . . . . . . . . . . . . . . . . . . . . — [284, 857, 1841, 871]
toc-entry-pages: 267-268 — [2102, 150, 2156, 166]
toc-entry — [106, 128, 1859, 150]
toc-entry — [106, 193, 1854, 214]
toc-entry-label: SLIDE - SWING FRAME — [143, 705, 304, 721]
dot-leader: . . . . . . . . . . . . . . . . . . . . . . . . . . . . . . . . . . . . . . . . . . . . . . . . . . . . . . . . . . . . . . . . . . . . . . . . . . . . . . . . . . . . . . . . . . . . . . . . . . . . . . . . . . . . . . . . . . . . . . . . . . . . . . . . . . . . . — [291, 1457, 1848, 1471]
toc-entry-label: HYDRAULIC CIRCUITRY - BOOM — [143, 1155, 369, 1171]
toc-entry-pages: 354 — [1829, 1391, 1854, 1407]
toc-section-heading — [106, 664, 1958, 684]
toc-entry-label: CYLINDER SWING - TEXAS HYDRAULIC — [143, 877, 420, 893]
toc-entry — [106, 621, 1876, 642]
dot-leader: . . . . . . . . . . . . . . . . . . . . . . . . . . . . . . . . . . . . . . . . . . . . . . . . . . . . . . . . . . . . . . . . . . . . . . . . . . . . . . . . . . . . . . . . . . . . . . . . . . . . . . . . . . . . . . . . . . . . . . . . . . . . . . . . . . . . . — [238, 1049, 1795, 1063]
page-title: SIDESHIFT BACKHOE CONTENTS (CONT’D) — [356, 79, 853, 105]
toc-entry-pages: 272 — [1851, 236, 1876, 252]
toc-entry-label: CYLINDER BOOM — [143, 193, 266, 209]
toc-entry-pages: 322 — [1844, 855, 1869, 872]
toc-section-heading-label: 933S BACKHOE — [106, 664, 230, 682]
